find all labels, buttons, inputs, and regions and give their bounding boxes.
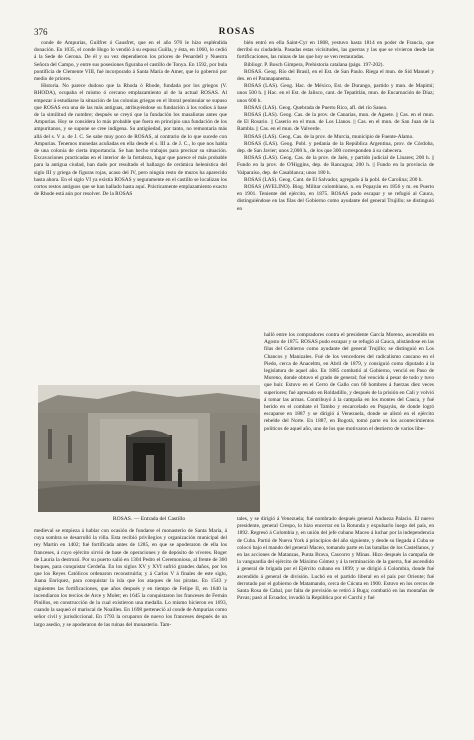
page-number: 376 xyxy=(34,27,48,37)
entry: ROSAS (LAS). Geog. Cas. de la prov. de Murcia, municipio de Fuente-Alamo. xyxy=(244,133,414,140)
photo-caption: ROSAS. — Entrada del Castillo xyxy=(112,516,186,522)
entry: ROSAS (LAS). Geog. Cant. de El Salvador, agregado á la pobl. de Carolina; 200 h. xyxy=(244,176,423,183)
paragraph: conde de Ampurias, Guilfret ó Gausfret, que en el año 976 le hizo espléndida donación. En 1035, el conde Hugo lo vendió á su esposa Guilla, y ésta, en 1060, lo cedió á la Sede de Gerona. De él y su vez dependieron los priores de Penardell y Nuestra Señora del Campo, y entre sus posesiones figuraba el castillo de Tonya. En 1592, por bula pontificia de Clemente VIII, fué incorporado á Santa María de Amer, que lo gobernó por medio de priores. xyxy=(34,40,227,83)
right-column-bottom xyxy=(237,516,434,728)
entry: ROSAS (LAS). Geog. Cas. de la prov. de Jaén, y partido judicial de Linares; 200 h. || Fundo en la prov. de O'Higgins, dep. de Rancagua; 200 h. || Fundo en la provincia de Valparaíso, dep. de Casablanca; unos 180 h. xyxy=(237,155,434,176)
paragraph: halló entre los compradores contra el presidente García Moreno, ascendido en Agosto de 1875. ROSAS pudo escapar y se refugió al Cauca, alistándose en las filas del Gobierno como ayudante del general Trujillo; se distinguió en Los Chancos y Manizales. Fué de los vencedores del radicalismo caucano en el Piedo, cerca de Anaceltm, en Abril de 1879, y consiguió como diputado á la legislatura de aquel año. En 1885 combatió al Gobierno, venció en Paso de Moreno, donde obtuvo el grado de general; fué vencido á pesar de todo y tuvo que huir. Estuvo en el Cerro de Gallo con 60 hombres á fuerzas diez veces superiores; fué apresado en Roldadillo, y después de la prisión en Cali y volvió á tomar las armas. Contribuyó á la campaña en los montes del Cauca, y fué herido en el combate el Tambo y encarcelado en Popayán, de donde logró escaparse en 1887 y se dirigió á Venezuela, donde se alistó en el ejército rebelde del Norte. En 1887, en Bogotá, tomó parte en los acontecimientos políticos de aquel año, uno de los que motivaron el destierro de varios libe- xyxy=(264,332,434,432)
entry: ROSAS (LAS). Geog. Cas. de la prov. de Canarias, mun. de Agaete. || Cas. en el mun. de El Rosario. || Caserío en el mun. de Los Llanos. || Cas. en el mun. de San Juan de la Rambla. || Cas. en el mun. de Valverde. xyxy=(237,112,434,133)
entry: ROSAS (LAS). Geog. Pobl. y pedanía de la República Argentina, prov. de Córdoba, dep. de San Javier; unos 2,000 h., de los que 300 corresponden á su cabecera. xyxy=(237,140,434,155)
paragraph: tales, y se dirigió á Venezuela; fué nombrado después general Andueza Palacio. El nuevo presidente, general Crespo, lo hizo encerrar en la Rotunda y expulsarlo luego del país, en 1892. Regresó á Colombia y, en unión del jefe cubano Maceo á luchar por la independencia de Cuba. Partió de Nueva York á principios del año siguiente, y desde su llegada á Cuba se colocó bajo el mando del general Maceo, tomando parte en las batallas de los Castellanos, y en las acciones de Matanzas, Punta Brava, Cascorro y Minas. Hizo después la campaña de la vanguardia del ejército de Máximo Gómez y á la terminación de la guerra, fué ascendido á general de brigada por el Ejército cubano en 1899; y se dirigió á Colombia, donde fué ascendido á general de división. Luchó en el partido liberal en el país por Oriente; fué derrotado por el gobierno de Matamando, cerca de Cúcuta en 1900. Estuvo en los cercos de Santa Rosa de Cabal, por falta de previsión se retiró á Buga; combatió en las montañas de Pavas; pasó al Ecuador, invadió la República por el Carchi y fué xyxy=(237,516,434,602)
entry: ROSAS (AVELINO). Biog. Militar colombiano, n. en Popayán en 1856 y m. en Puerto en 1901. Teniente del ejército, en 1875. ROSAS pudo escapar y se refugió al Cauca, distinguiéndose en las filas del Gobierno como ayudante del general Trujillo; se distinguió en xyxy=(237,184,434,212)
left-column-top xyxy=(34,40,227,378)
paragraph: Historia. No parece dudoso que la Rhoda ó Rhode, fundada por los griegos (V. RHODA), ocupaba el mismo ó cercano emplazamiento al de la actual ROSAS. Al empezar á estudiarse la situación de las colonias griegas en el litoral peninsular se supuso que ROSAS era una de las más antiguas, atribuyéndose su fundación á los rodios á base de la similitud de nombre; después se creyó que la fundación los masaliotas antes que Ampurias. Hoy se considera lo más probable que fuera en principio una fundación de los ampuritanos, y se supone se cree indígena. Su antigüedad, por tanto, no remontaría más allá del s. V a. de J. C. Se sabe muy poco de ROSAS, al contrario de lo que sucede con Ampurias. Tenemos monedas acuñadas en ella desde el s. III a. de J. C., lo que nos habla de una colonia de cierta importancia. Se han hecho trabajos para precisar su situación. Excavaciones practicadas en el interior de la fortaleza, lugar que parece el más probable para la antigua ciudad, han dado por resultado el hallazgo de cerámica helenística del siglo III y griega de figuras rojas, acaso del IV, pero ningún resto de muros ha aparecido hasta ahora. En el siglo VI ya existía ROSAS y seguramente en el castillo se localizan los cortos restos antiguos que se han hallado hasta aquí. Prácticamente emplazamiento exacto de Rhode está aún por resolver. De la ROSAS xyxy=(34,83,227,198)
right-column-middle xyxy=(264,332,434,514)
entry: ROSAS (LAS). Geog. Quebrada de Puerto Rico, afl. del río Sanea. xyxy=(244,104,388,111)
entry: ROSAS. Geog. Río del Brasil, en el Est. de San Paulo. Riega el mun. de Sid Manuel y des. en el Paranapanema. xyxy=(237,68,434,83)
left-column-bottom xyxy=(34,528,227,728)
photo-illustration xyxy=(38,385,260,512)
right-column-top xyxy=(237,40,434,332)
paragraph: medieval se empieza á hablar con ocasión de fundarse el monasterio de Santa María, á cuya sombra se desarrolló la villa. Esta recibió privilegios y organización municipal del rey Martín en 1402; fué fortificada antes de 1285, en que se apoderaron de ella los franceses, á cuyo ejército sirvió de base de operaciones y de depósito de víveres. Roger de Lauria la destrozó. Por su puerto salió en 1304 Pedro el Ceremonioso, al frente de 360 buques, para conquistar Cerdeña. En los siglos XV y XVI sufrió grandes daños, por los que los Reyes Católicos ordenaron reconstruirla; y á Carlos V á finales de este siglo, Juana Enríquez, para conquistar la isla que los ataques de los piratas. En 1543 y siguientes las fortificaciones, que años después y en tiempo de Felipe II, en 1640 la incendiaron los tercios de Arce y Molet; en 1645 la conquistaron los franceses de Fernán Pinillos, en construcción de la cual existieron una medalla. Lo mismo hicieron en 1693, cuando la saqueó el mariscal de Noailles. En 1698 perteneció al conde de Ampurias como señor civil y jurisdiccional. En 1793 la ocuparon de nuevo los franceses después de un largo asedio, y se apoderaron de las ruinas del monasterio. Tam- xyxy=(34,528,227,628)
castle-entrance-photo xyxy=(38,385,260,512)
paragraph: bién entró en ella Saint-Cyr en 1808, yestuvo hasta 1814 en poder de Francia, que derribó su ciudadela. Pasadas estas vicisitudes, las guerras y las que se vivieron desde las fortificaciones, las ruinas de las que hoy se ven restauradas. xyxy=(237,40,434,61)
entry: ROSAS (LAS). Geog. Hac. de México, Est. de Durango, partido y mun. de Mapimí; unos 500 h. || Hac. en el Est. de Jalisco, cant. de Tepatitlán, mun. de Encarnación de Díaz; unos 600 h. xyxy=(237,83,434,104)
paragraph: Bibliogr. P. Bosch Gimpera, Prehistoria catalana (págs. 197-202). xyxy=(244,61,384,68)
running-title: ROSAS xyxy=(218,27,256,37)
